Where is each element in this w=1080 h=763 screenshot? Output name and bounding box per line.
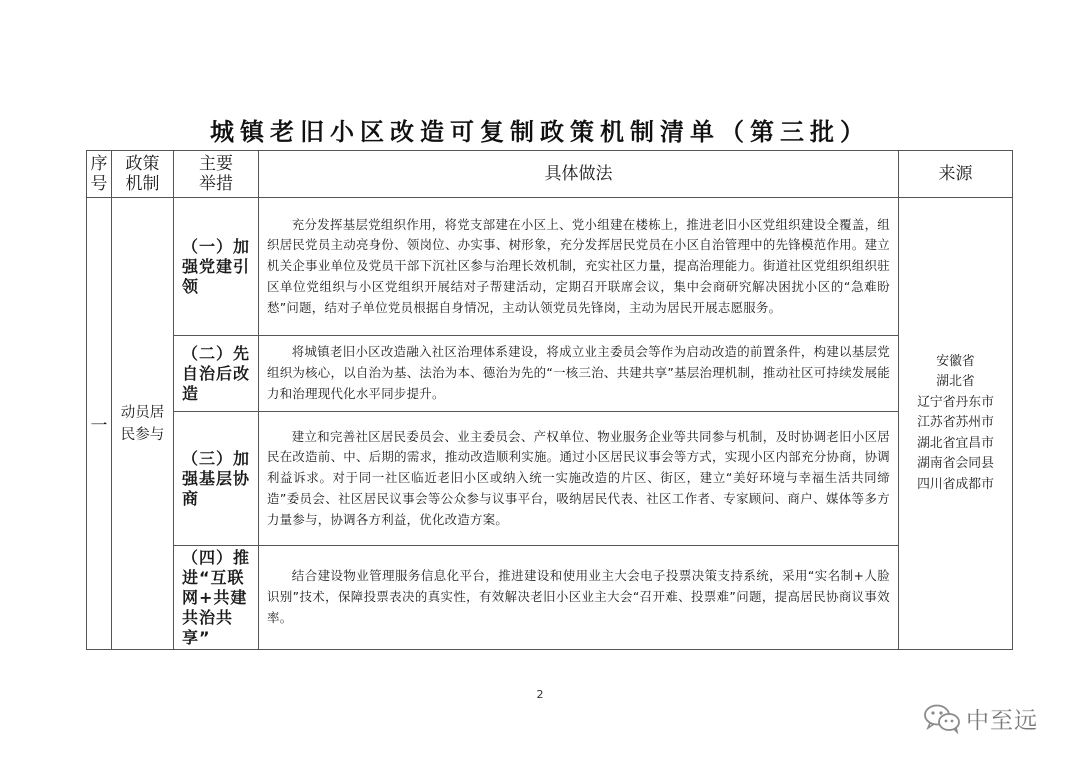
detail-cell: 建立和完善社区居民委员会、业主委员会、产权单位、物业服务企业等共同参与机制，及时协调老旧小区居民在改造前、中、后期的需求，推动改造顺利实施。通过小区居民议事会等方式，实现小区内部充分协商，协调利益诉求。对于同一社区临近老旧小区或纳入统一实施改造的片区、街区，建立“美好环境与幸福生活共同缔造”委员会、社区居民议事会等公众参与议事平台，吸纳居民代表、社区工作者、专家顾问、商户、媒体等多方力量参与，协调各方利益，优化改造方案。 (259, 412, 899, 546)
header-details: 具体做法 (259, 151, 899, 198)
table-row (87, 336, 1013, 412)
table-row (87, 546, 1013, 650)
detail-cell: 充分发挥基层党组织作用，将党支部建在小区上、党小组建在楼栋上，推进老旧小区党组织建设全覆盖，组织居民党员主动亮身份、领岗位、办实事、树形象，充分发挥居民党员在小区自治管理中的先锋模范作用。建立机关企事业单位及党员干部下沉社区参与治理长效机制，充实社区力量，提高治理能力。街道社区党组织组织驻区单位党组织与小区党组织开展结对子帮建活动，定期召开联席会议，集中会商研究解决困扰小区的“急难盼愁”问题，结对子单位党员根据自身情况，主动认领党员先锋岗，主动为居民开展志愿服务。 (259, 198, 899, 336)
header-seq: 序 号 (87, 151, 112, 198)
measure-cell: （二）先自治后改造 (174, 336, 259, 412)
watermark-text: 中至远 (966, 708, 1038, 734)
measure-cell: （一）加强党建引领 (174, 198, 259, 336)
wechat-icon (922, 702, 962, 734)
source-cell: 安徽省 湖北省 辽宁省丹东市 江苏省苏州市 湖北省宜昌市 湖南省会同县 四川省成都市 (899, 198, 1013, 650)
detail-cell: 将城镇老旧小区改造融入社区治理体系建设，将成立业主委员会等作为启动改造的前置条件，构建以基层党组织为核心，以自治为基、法治为本、德治为先的“一核三治、共建共享”基层治理机制，推动社区可持续发展能力和治理现代化水平同步提升。 (259, 336, 899, 412)
detail-cell: 结合建设物业管理服务信息化平台，推进建设和使用业主大会电子投票决策支持系统，采用“实名制+人脸识别”技术，保障投票表决的真实性，有效解决老旧小区业主大会“召开难、投票难”问题，提高居民协商议事效率。 (259, 546, 899, 650)
group-seq: 一 (87, 198, 112, 650)
table-row (87, 412, 1013, 546)
header-mechanism: 政策 机制 (112, 151, 174, 198)
watermark (922, 700, 1072, 736)
group-mechanism: 动员居 民参与 (112, 198, 174, 650)
policy-table (86, 150, 1013, 650)
header-measures: 主要 举措 (174, 151, 259, 198)
table-row (87, 198, 1013, 336)
document-title: 城镇老旧小区改造可复制政策机制清单（第三批） (210, 117, 870, 146)
measure-cell: （四）推进“互联网+共建共治共享” (174, 546, 259, 650)
measure-cell: （三）加强基层协商 (174, 412, 259, 546)
header-source: 来源 (899, 151, 1013, 198)
page-number: 2 (536, 688, 544, 701)
header-row (87, 151, 1013, 198)
